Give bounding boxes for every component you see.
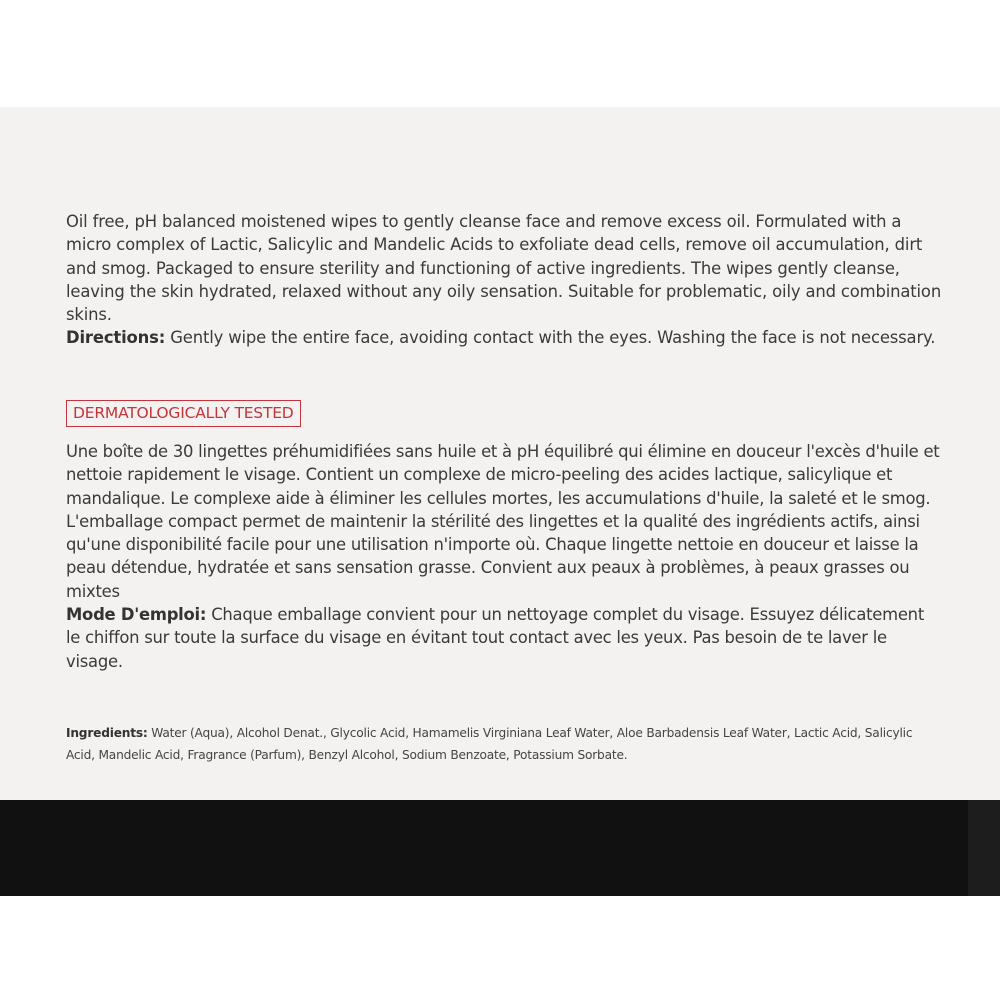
dermatologically-tested-badge: DERMATOLOGICALLY TESTED [66, 400, 301, 427]
english-directions [66, 326, 942, 349]
english-description: Oil free, pH balanced moistened wipes to gently cleanse face and remove excess oil. Formulated with a micro complex of Lactic, Salicylic and Mandelic Acids to exfoliate dead cells, remove oil accumulation, dirt and smog. Packaged to ensure sterility and functioning of active ingredients. The wipes gently cleanse, leaving the skin hydrated, relaxed without any oily sensation. Suitable for problematic, oily and combination skins. [66, 212, 942, 325]
mode-emploi-label: Mode D'emploi: [66, 605, 207, 625]
package-base-edge [968, 800, 1000, 896]
package-black-base [0, 800, 1000, 896]
mode-emploi-text: Chaque emballage convient pour un nettoyage complet du visage. Essuyez délicatement le chiffon sur toute la surface du visage en évitant tout contact avec les yeux. Pas besoin de te laver le visage. [66, 605, 924, 671]
french-text-block [66, 440, 942, 673]
ingredients-text: Water (Aqua), Alcohol Denat., Glycolic Acid, Hamamelis Virginiana Leaf Water, Aloe Barbadensis Leaf Water, Lactic Acid, Salicylic Acid, Mandelic Acid, Fragrance (Parfum), Benzyl Alcohol, Sodium Benzoate, Potassium Sorbate. [66, 726, 913, 762]
ingredients-label: Ingredients: [66, 726, 148, 740]
ingredients-block [66, 722, 942, 766]
french-mode-emploi [66, 603, 942, 673]
english-text-block [66, 210, 942, 350]
directions-label: Directions: [66, 328, 166, 348]
directions-text: Gently wipe the entire face, avoiding contact with the eyes. Washing the face is not necessary. [170, 328, 936, 348]
french-description: Une boîte de 30 lingettes préhumidifiées sans huile et à pH équilibré qui élimine en douceur l'excès d'huile et nettoie rapidement le visage. Contient un complexe de micro-peeling des acides lactique, salicylique et mandalique. Le complexe aide à éliminer les cellules mortes, les accumulations d'huile, la saleté et le smog. L'emballage compact permet de maintenir la stérilité des lingettes et la qualité des ingrédients actifs, ainsi qu'une disponibilité facile pour une utilisation n'importe où. Chaque lingette nettoie en douceur et laisse la peau détendue, hydratée et sans sensation grasse. Convient aux peaux à problèmes, à peaux grasses ou mixtes [66, 442, 940, 601]
